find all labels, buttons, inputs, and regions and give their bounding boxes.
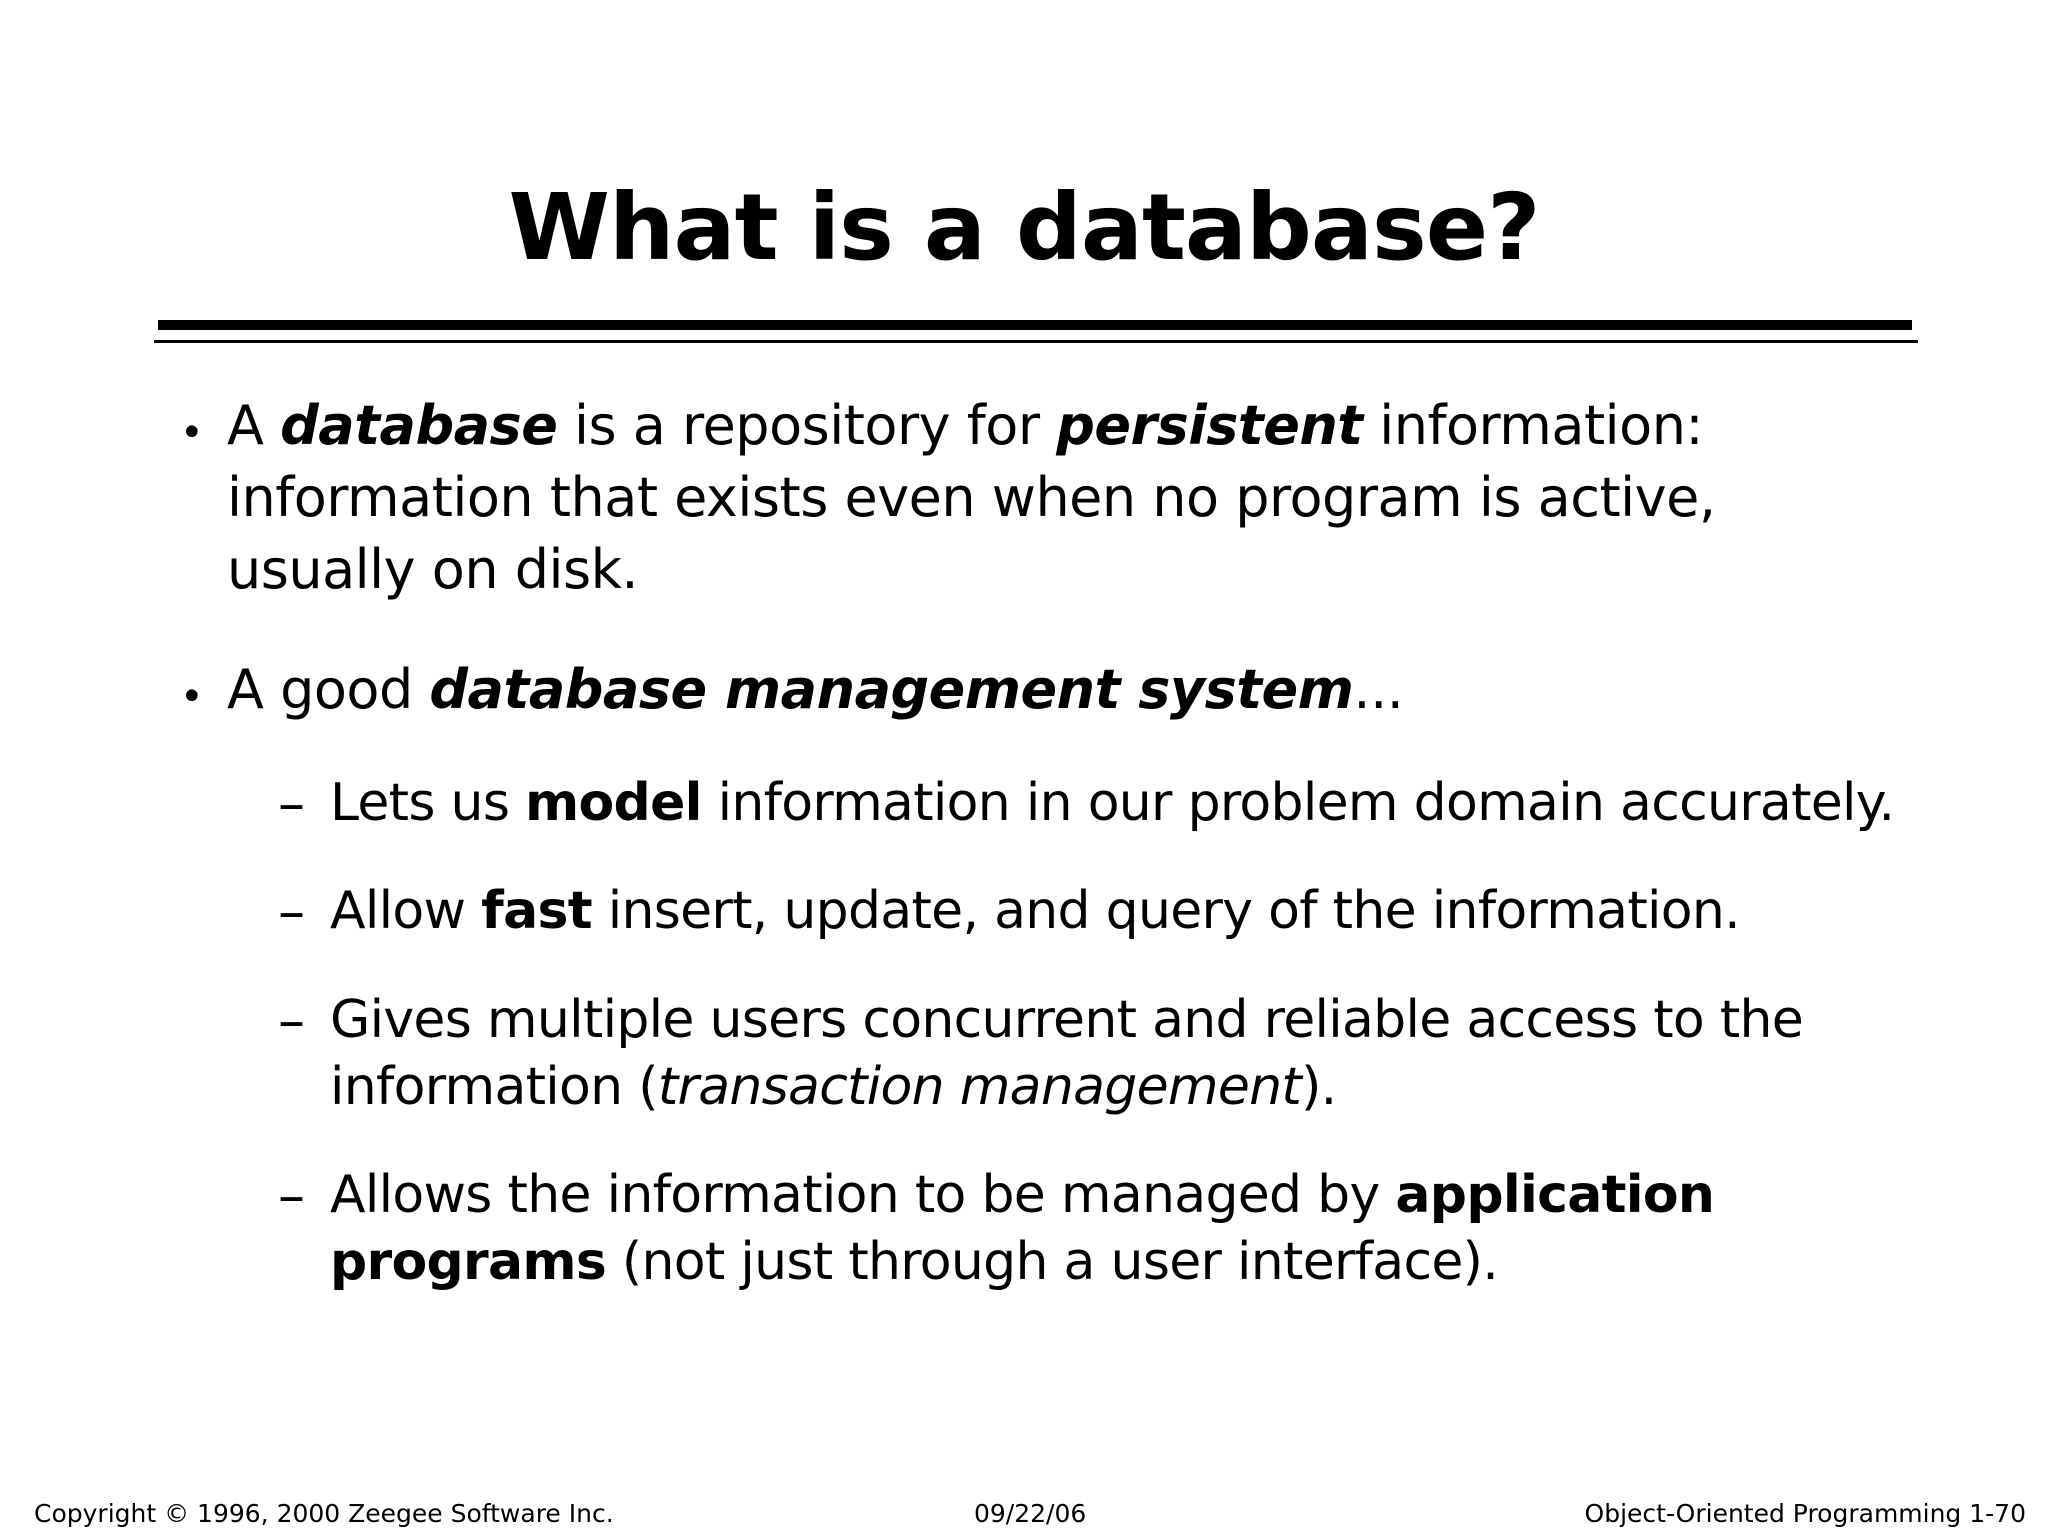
term-dbms: database management system (429, 658, 1354, 721)
term-application-programs: application programs (330, 1165, 1715, 1292)
term-persistent: persistent (1056, 394, 1363, 457)
text-run: Lets us (330, 773, 526, 833)
term-transaction-management: transaction management (657, 1057, 1302, 1117)
text-run: information in our problem domain accurately. (701, 773, 1895, 833)
subbullet-marker: – (278, 772, 305, 835)
title-divider-thin (154, 340, 1918, 343)
text-run: Allows the information to be managed by (330, 1165, 1396, 1225)
text-run: A good (227, 658, 430, 721)
slide-title: What is a database? (508, 174, 1540, 281)
subbullet-text-transactions (330, 987, 1970, 1121)
subbullet-marker: – (278, 1164, 305, 1227)
subbullet-text-fast (330, 878, 1970, 945)
title-divider-thick (158, 320, 1912, 330)
text-run: information: information that exists even when no program is active, usually on disk. (227, 394, 1716, 601)
text-run: A (227, 394, 281, 457)
subbullet-text-application-programs (330, 1162, 1970, 1296)
text-run: Allow (330, 881, 482, 941)
text-run: ... (1353, 658, 1404, 721)
text-run: is a repository for (557, 394, 1057, 457)
footer-copyright: Copyright © 1996, 2000 Zeegee Software Inc. (34, 1499, 614, 1528)
term-model: model (525, 773, 702, 833)
term-database: database (280, 394, 558, 457)
text-run: (not just through a user interface). (606, 1232, 1499, 1292)
subbullet-marker: – (278, 880, 305, 943)
footer-date: 09/22/06 (974, 1499, 1087, 1528)
bullet-marker: • (180, 410, 204, 456)
subbullet-text-model (330, 770, 1970, 837)
text-run: insert, update, and query of the information. (591, 881, 1740, 941)
bullet-marker: • (180, 674, 204, 720)
bullet-text-database-definition (227, 390, 1847, 606)
subbullet-marker: – (278, 989, 305, 1052)
text-run: ). (1301, 1057, 1337, 1117)
term-fast: fast (481, 881, 592, 941)
text-run: Gives multiple users concurrent and reliable access to the information ( (330, 990, 1804, 1117)
footer-course-page: Object-Oriented Programming 1-70 (1584, 1499, 2026, 1528)
bullet-text-dbms (227, 654, 1847, 726)
